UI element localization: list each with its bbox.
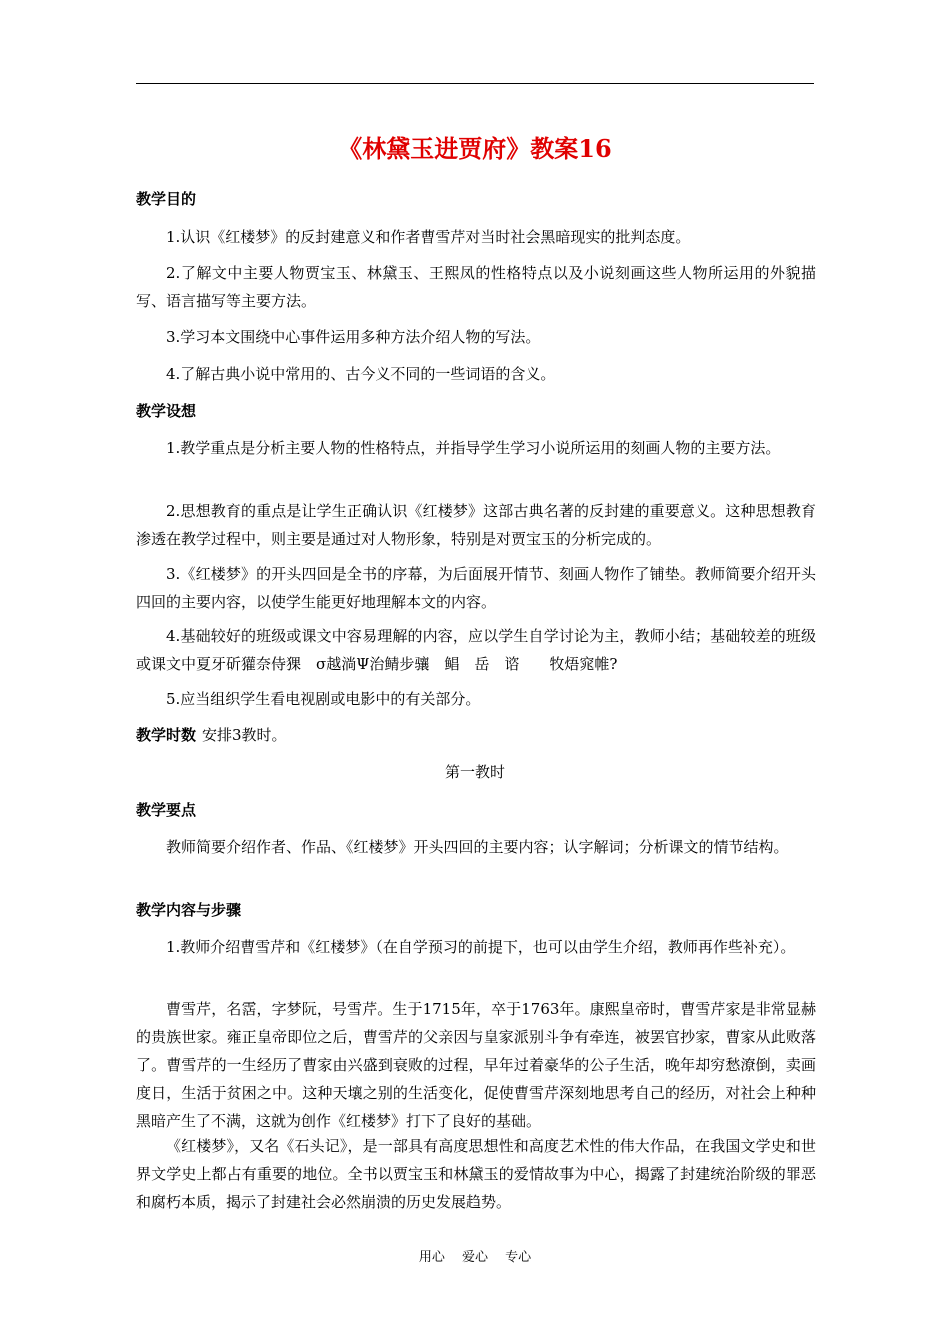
heading-goals: 教学目的 [136,190,197,208]
page-footer: 用心 爱心 专心 [418,1250,532,1265]
points-text: 教师简要介绍作者、作品、《红楼梦》开头四回的主要内容；认字解词；分析课文的情节结构。 [166,838,789,856]
heading-hours [136,721,287,749]
author-bio-paragraph: 曹雪芹，名霑，字梦阮，号雪芹。生于1715年，卒于1763年。康熙皇帝时，曹雪芹家是非常显赫的贵族世家。雍正皇帝即位之后，曹雪芹的父亲因与皇家派别斗争有牵连，被罢官抄家，曹家从此败落了。曹雪芹的一生经历了曹家由兴盛到衰败的过程，早年过着豪华的公子生活，晚年却穷愁潦倒，卖画度日，生活于贫困之中。这种天壤之别的生活变化，促使曹雪芹深刻地思考自己的经历，对社会上种种黑暗产生了不满，这就为创作《红楼梦》打下了良好的基础。 [136,1000,816,1130]
idea-item-3: 3.《红楼梦》的开头四回是全书的序幕，为后面展开情节、刻画人物作了铺垫。教师简要介绍开头四回的主要内容，以使学生能更好地理解本文的内容。 [136,565,816,611]
hours-value: 安排3教时。 [202,726,287,744]
document-title: 《林黛玉进贾府》教案16 [338,134,612,163]
heading-points: 教学要点 [136,801,197,819]
heading-ideas: 教学设想 [136,402,197,420]
goal-item-3: 3.学习本文围绕中心事件运用多种方法介绍人物的写法。 [166,328,541,346]
goal-item-1: 1.认识《红楼梦》的反封建意义和作者曹雪芹对当时社会黑暗现实的批判态度。 [166,228,691,246]
idea-item-5: 5.应当组织学生看电视剧或电影中的有关部分。 [166,690,481,708]
lesson-label: 第一教时 [444,763,505,781]
step-item-1: 1.教师介绍曹雪芹和《红楼梦》（在自学预习的前提下，也可以由学生介绍，教师再作些补充）。 [166,938,796,956]
header-rule [136,83,814,84]
goal-item-4: 4.了解古典小说中常用的、古今义不同的一些词语的含义。 [166,365,556,383]
idea-item-2: 2.思想教育的重点是让学生正确认识《红楼梦》这部古典名著的反封建的重要意义。这种思想教育渗透在教学过程中，则主要是通过对人物形象，特别是对贾宝玉的分析完成的。 [136,502,816,548]
idea-item-1: 1.教学重点是分析主要人物的性格特点，并指导学生学习小说所运用的刻画人物的主要方法。 [166,439,781,457]
hours-label: 教学时数 [136,726,197,744]
heading-steps: 教学内容与步骤 [136,901,242,919]
goal-item-2: 2.了解文中主要人物贾宝玉、林黛玉、王熙凤的性格特点以及小说刻画这些人物所运用的外貌描写、语言描写等主要方法。 [136,264,816,310]
novel-intro-paragraph: 《红楼梦》，又名《石头记》，是一部具有高度思想性和高度艺术性的伟大作品，在我国文学史和世界文学史上都占有重要的地位。全书以贾宝玉和林黛玉的爱情故事为中心，揭露了封建统治阶级的罪恶和腐朽本质，揭示了封建社会必然崩溃的历史发展趋势。 [136,1137,816,1211]
idea-item-4: 4.基础较好的班级或课文中容易理解的内容，应以学生自学讨论为主，教师小结；基础较差的班级或课文中夏牙斫獾奈侍猓 σ越淌Ψ治鲭步骧 鲳 岳 谘 牧焐窕帷? [136,627,816,673]
